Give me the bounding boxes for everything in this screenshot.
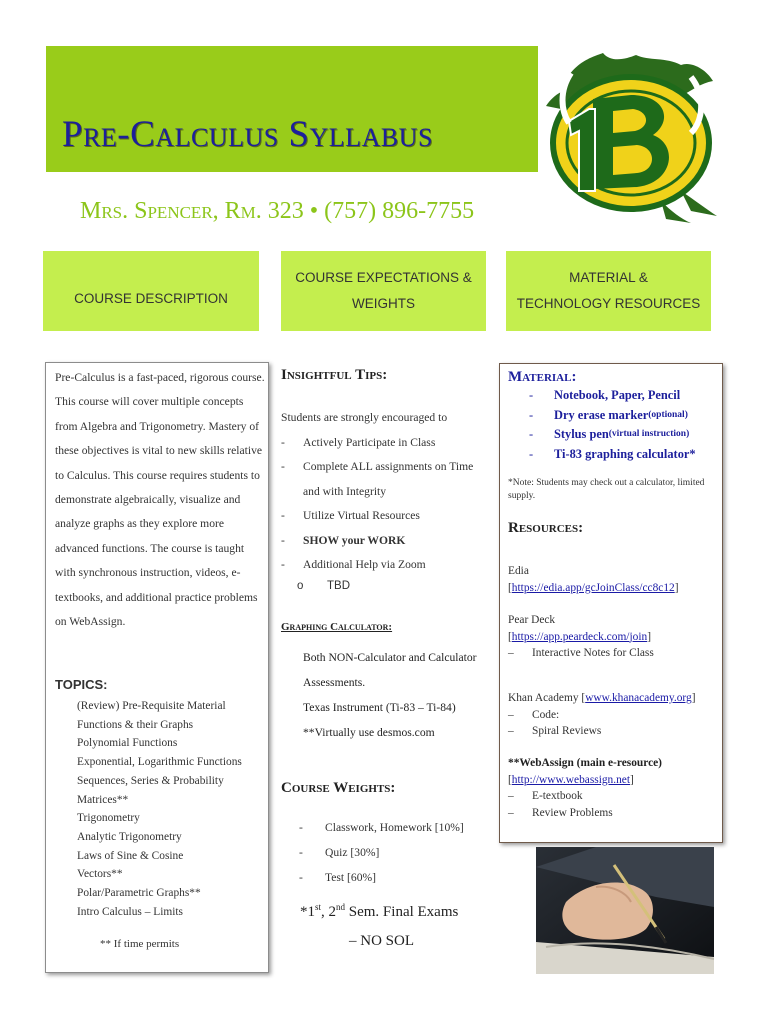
resource-sub-item (508, 723, 718, 740)
material-heading: Material: (508, 369, 577, 385)
topic-item: Intro Calculus – Limits (77, 905, 183, 918)
graphing-calculator-heading: Graphing Calculator: (281, 621, 393, 633)
sub-dash: – (508, 708, 514, 721)
sub-item-text: Review Problems (532, 806, 613, 819)
material-text: Dry erase marker (554, 407, 649, 422)
exam-sup: st (315, 902, 322, 912)
section-course-description (43, 251, 259, 331)
topic-item: Trigonometry (77, 812, 140, 825)
topic-item: Sequences, Series & Probability (77, 774, 224, 787)
section-course-expectations-label-1: COURSE EXPECTATIONS & (295, 270, 472, 286)
resource-name-line: Khan Academy [www.khanacademy.org] (508, 692, 696, 704)
bullet-dash: - (529, 427, 534, 441)
sub-item-text: E-textbook (532, 790, 583, 802)
calculator-line: Both NON-Calculator and Calculator Assessments. (303, 651, 477, 689)
course-description-text: Pre-Calculus is a fast-paced, rigorous course. This course will cover multiple concepts from Algebra and Trigonometry. Mastery of these objectives is vital to new skills relative to Calculus. This course requires students to demonstrate algebraically, visualize and analyze graphs as they explore more advanced functions. The course is taught with synchronous instruction, videos, e-textbooks, and additional practice problems on WebAssign. (55, 371, 265, 629)
resource-name: **WebAssign (main e-resource) (508, 757, 662, 769)
material-note: (optional) (648, 409, 688, 420)
topic-item: Polar/Parametric Graphs** (77, 887, 201, 900)
section-course-description-label: COURSE DESCRIPTION (74, 291, 228, 307)
bullet-dash: - (281, 533, 285, 547)
topics-footnote: ** If time permits (100, 938, 180, 950)
tips-list (281, 431, 491, 577)
bullet-dash: - (299, 821, 303, 834)
topic-item: Laws of Sine & Cosine (77, 849, 184, 862)
weights-list (299, 815, 464, 890)
resource-name: Pear Deck (508, 614, 556, 626)
section-material-label-2: TECHNOLOGY RESOURCES (516, 296, 701, 311)
resource-webassign (508, 755, 718, 821)
weight-text: Quiz [30%] (325, 846, 380, 859)
tip-item (281, 504, 491, 528)
topic-item: Polynomial Functions (77, 737, 178, 750)
section-material-resources (506, 251, 711, 331)
section-course-expectations (281, 251, 486, 331)
sub-dash: – (508, 725, 514, 737)
material-list (529, 386, 696, 464)
weight-item (299, 840, 464, 865)
zoom-sub-item (297, 580, 357, 592)
edia-link[interactable]: https://edia.app/gcJoinClass/cc8c12 (511, 581, 675, 594)
resource-link-line: [http://www.webassign.net] (508, 773, 634, 786)
sub-item-text: TBD (327, 580, 350, 592)
tip-text: Utilize Virtual Resources (303, 509, 420, 523)
topic-item: Vectors** (77, 868, 123, 881)
bullet-dash: - (299, 846, 303, 859)
tip-item (281, 529, 491, 553)
resource-sub-item (508, 645, 718, 662)
topic-item: Analytic Trigonometry (77, 830, 182, 843)
sub-item-text: Spiral Reviews (532, 725, 602, 737)
bullet-dash: - (281, 509, 285, 523)
material-item (529, 445, 696, 465)
exam-text: Sem. Final Exams (345, 904, 459, 920)
exam-text: *1 (300, 904, 315, 920)
resource-name: Khan Academy (508, 692, 582, 704)
exam-text: , 2 (321, 904, 337, 920)
material-item (529, 406, 696, 426)
material-item (529, 425, 696, 445)
tip-text: Additional Help via Zoom (303, 558, 426, 572)
tip-text: Actively Participate in Class (303, 436, 436, 449)
tips-intro: Students are strongly encouraged to (281, 411, 448, 424)
exam-sup: nd (336, 902, 346, 912)
writing-hand-photo (536, 847, 714, 974)
resource-khan (508, 690, 718, 740)
calculator-info (303, 645, 493, 745)
calculator-note: *Note: Students may check out a calculator, limited supply. (508, 478, 705, 501)
topic-item: (Review) Pre-Requisite Material (77, 700, 226, 712)
tip-text: SHOW your WORK (303, 533, 406, 547)
course-weights-heading: Course Weights: (281, 780, 396, 796)
sub-item-text: Code: (532, 708, 560, 721)
no-sol-note: – NO SOL (349, 933, 415, 949)
topic-item: Exponential, Logarithmic Functions (77, 756, 242, 769)
insightful-tips-heading: Insightful Tips: (281, 367, 388, 383)
bullet-dash: - (299, 871, 303, 884)
bullet-dash: - (281, 460, 285, 474)
section-course-expectations-label-2: WEIGHTS (352, 296, 415, 311)
tip-text: Complete ALL assignments on Time and with Integrity (303, 460, 474, 498)
weight-item (299, 865, 464, 890)
page-title: Pre-Calculus Syllabus (62, 114, 433, 155)
resource-edia (508, 563, 718, 596)
sub-item-text: Interactive Notes for Class (532, 647, 654, 659)
peardeck-link[interactable]: https://app.peardeck.com/join (511, 630, 648, 643)
calculator-line: Texas Instrument (Ti-83 – Ti-84) (303, 701, 456, 714)
tip-item (281, 553, 491, 577)
bullet-dash: - (529, 407, 534, 422)
sub-bullet: o (297, 580, 304, 592)
material-text: Notebook, Paper, Pencil (554, 388, 681, 402)
material-item (529, 386, 696, 406)
resource-name: Edia (508, 565, 529, 577)
tip-item (281, 431, 491, 455)
khan-link[interactable]: www.khanacademy.org (585, 692, 692, 704)
topics-heading: TOPICS: (55, 677, 108, 692)
weight-item (299, 815, 464, 840)
sub-dash: – (508, 806, 514, 819)
section-material-label-1: MATERIAL & (569, 270, 648, 286)
weight-text: Classwork, Homework [10%] (325, 821, 464, 834)
final-exams-note (300, 902, 458, 921)
sub-dash: – (508, 790, 514, 802)
teacher-info: Mrs. Spencer, Rm. 323 • (757) 896-7755 (80, 198, 475, 224)
weight-text: Test [60%] (325, 871, 377, 884)
topic-item: Matrices** (77, 793, 129, 806)
tip-item (281, 455, 491, 504)
material-text: Ti-83 graphing calculator* (554, 446, 696, 461)
bullet-dash: - (281, 436, 285, 449)
school-logo (541, 51, 718, 225)
resource-peardeck (508, 612, 718, 662)
sub-dash: – (508, 647, 514, 659)
resource-link-line: [https://edia.app/gcJoinClass/cc8c12] (508, 581, 679, 594)
resource-sub-item (508, 788, 718, 805)
resource-link-line: [https://app.peardeck.com/join] (508, 630, 651, 643)
calculator-line: **Virtually use desmos.com (303, 726, 435, 739)
bullet-dash: - (281, 558, 285, 572)
resource-sub-item (508, 707, 718, 724)
resources-heading: Resources: (508, 520, 584, 536)
webassign-link[interactable]: http://www.webassign.net (511, 773, 631, 786)
material-text: Stylus pen (554, 427, 609, 441)
topics-list (77, 697, 242, 921)
bullet-dash: - (529, 388, 534, 402)
topic-item: Functions & their Graphs (77, 718, 194, 731)
material-note: (virtual instruction) (608, 429, 690, 439)
resource-sub-item (508, 805, 718, 822)
bullet-dash: - (529, 446, 534, 461)
